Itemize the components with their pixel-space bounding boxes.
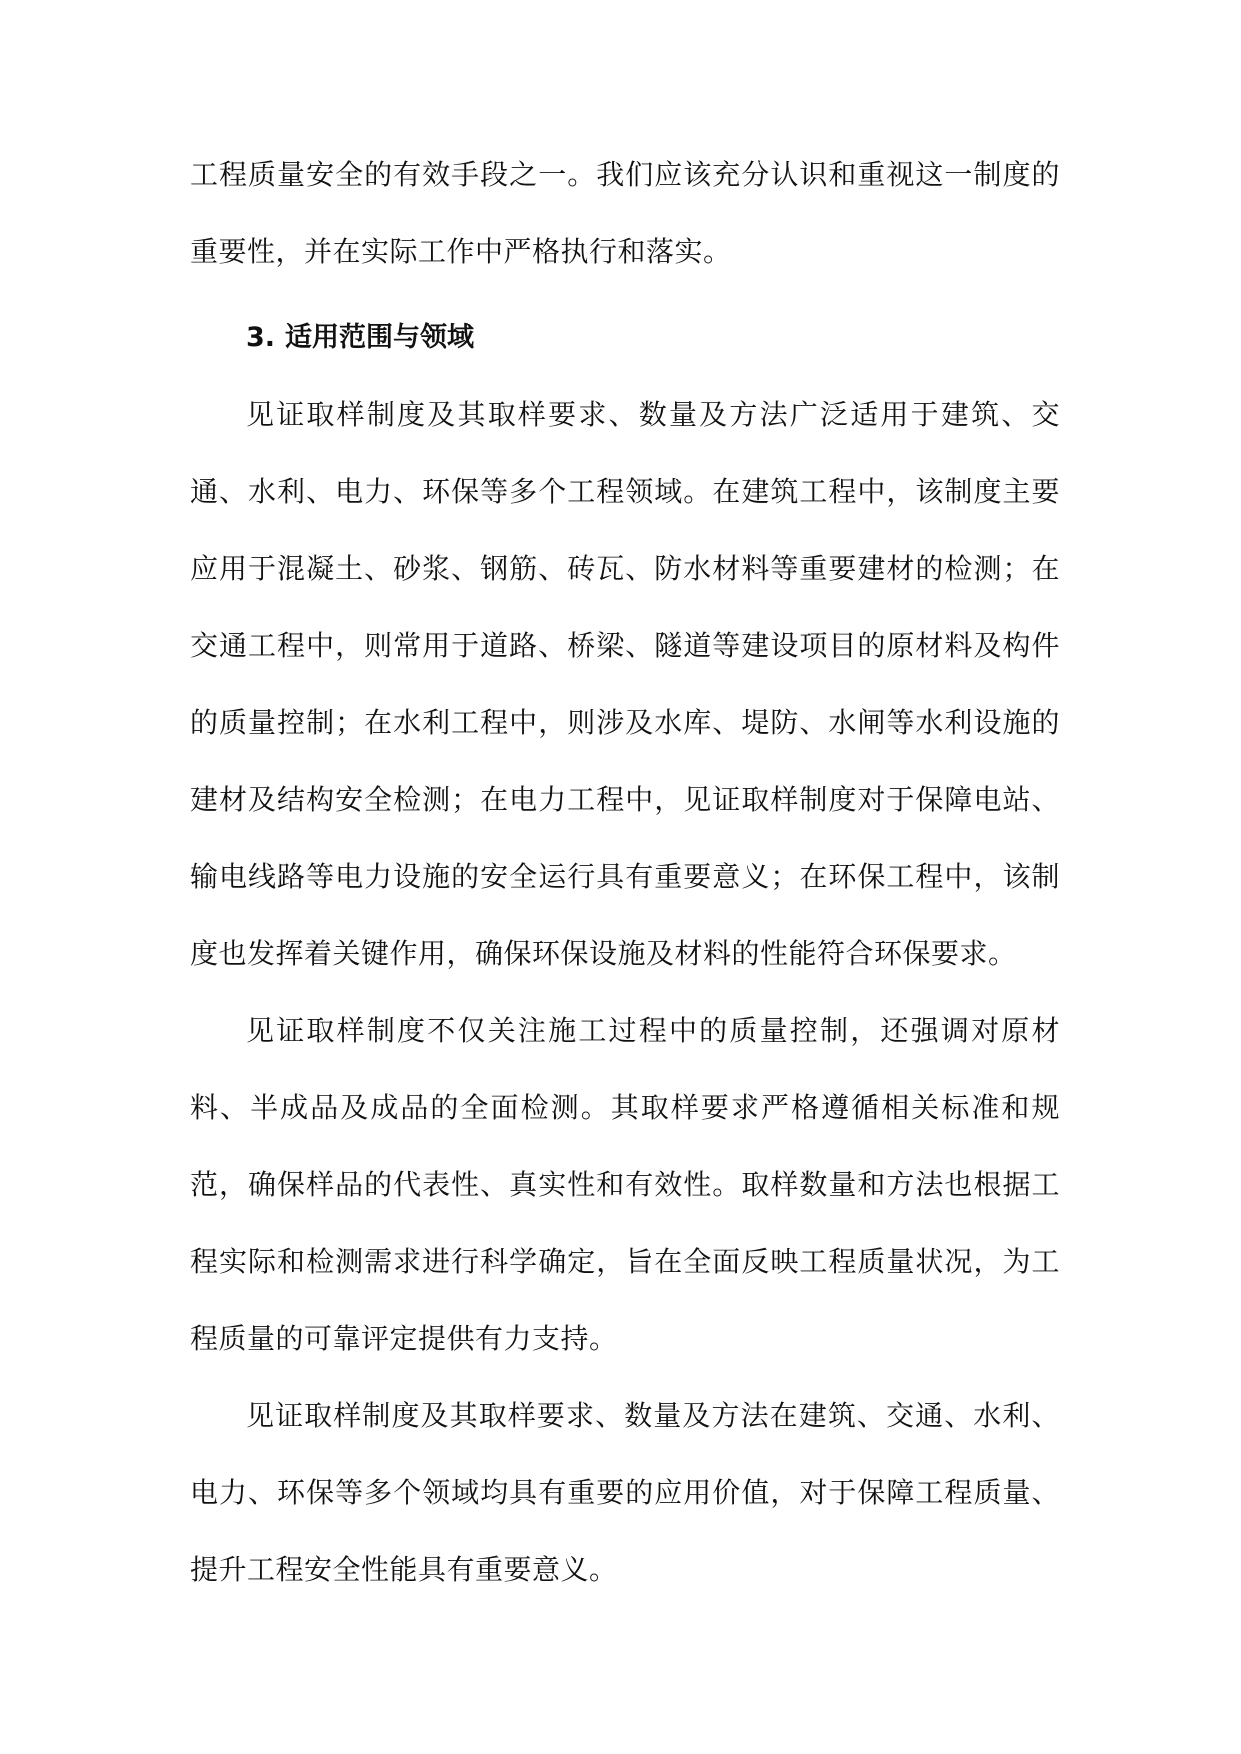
body-paragraph-2: 见证取样制度不仅关注施工过程中的质量控制，还强调对原材料、半成品及成品的全面检测。其取样要求严格遵循相关标准和规范，确保样品的代表性、真实性和有效性。取样数量和方法也根据工程实际和检测需求进行科学确定，旨在全面反映工程质量状况，为工程质量的可靠评定提供有力支持。 <box>190 1014 1060 1355</box>
body-paragraph-3: 见证取样制度及其取样要求、数量及方法在建筑、交通、水利、电力、环保等多个领域均具有重要的应用价值，对于保障工程质量、提升工程安全性能具有重要意义。 <box>190 1399 1060 1586</box>
body-paragraph-1: 见证取样制度及其取样要求、数量及方法广泛适用于建筑、交通、水利、电力、环保等多个工程领域。在建筑工程中，该制度主要应用于混凝土、砂浆、钢筋、砖瓦、防水材料等重要建材的检测；在交通工程中，则常用于道路、桥梁、隧道等建设项目的原材料及构件的质量控制；在水利工程中，则涉及水库、堤防、水闸等水利设施的建材及结构安全检测；在电力工程中，见证取样制度对于保障电站、输电线路等电力设施的安全运行具有重要意义；在环保工程中，该制度也发挥着关键作用，确保环保设施及材料的性能符合环保要求。 <box>190 398 1060 970</box>
page-body <box>190 136 1060 1608</box>
section-heading <box>190 299 1060 376</box>
continued-paragraph: 工程质量安全的有效手段之一。我们应该充分认识和重视这一制度的重要性，并在实际工作中严格执行和落实。 <box>190 158 1060 268</box>
section-number: 3. <box>246 322 276 353</box>
section-title: 适用范围与领域 <box>285 322 475 353</box>
